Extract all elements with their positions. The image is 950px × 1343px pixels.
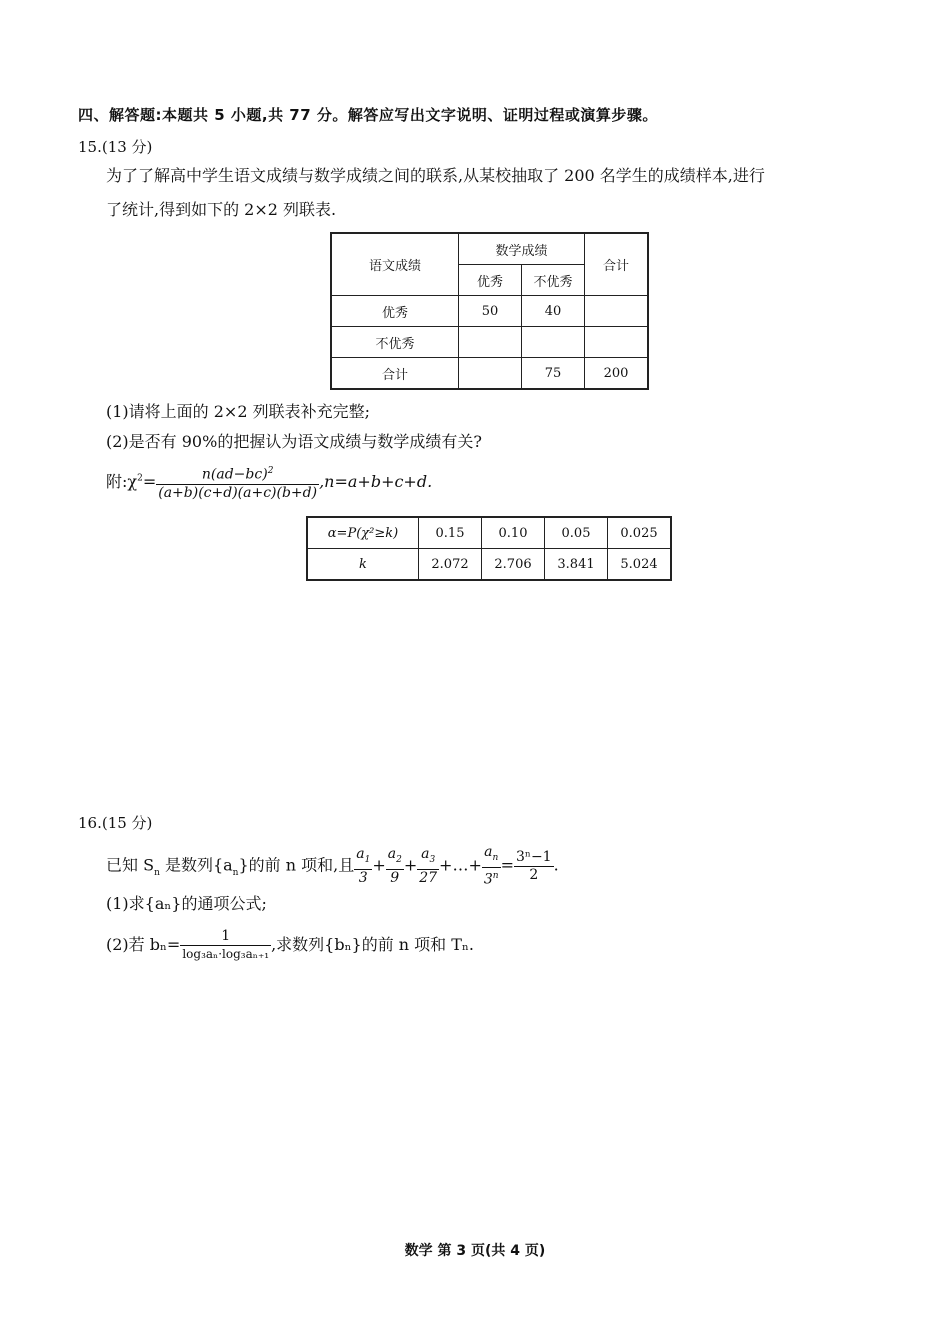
- given-mid2: }的前 n 项和,且: [238, 855, 355, 875]
- q15-intro-line1: 为了了解高中学生语文成绩与数学成绩之间的联系,从某校抽取了 200 名学生的成绩样本,进行: [106, 166, 765, 185]
- cell: 40: [522, 296, 585, 327]
- table-row: [331, 358, 648, 390]
- q15-part2: (2)是否有 90%的把握认为语文成绩与数学成绩有关?: [106, 432, 482, 451]
- cell: [522, 327, 585, 358]
- formula-numerator: n(ad−bc): [201, 466, 268, 483]
- alpha-value: 0.025: [608, 517, 672, 549]
- cell: [459, 358, 522, 390]
- q15-number: 15.(13 分): [78, 138, 153, 156]
- contingency-table: [330, 232, 649, 390]
- critical-value-table: [306, 516, 672, 581]
- section-heading: 四、解答题:本题共 5 小题,共 77 分。解答应写出文字说明、证明过程或演算步骤。: [78, 106, 658, 124]
- rhs-denominator: 2: [529, 866, 539, 883]
- q15-intro-line2: 了统计,得到如下的 2×2 列联表.: [106, 200, 337, 219]
- col-total-header: 合计: [585, 233, 649, 296]
- cell: 200: [585, 358, 649, 390]
- part2-prefix: (2)若 bₙ=: [106, 935, 181, 954]
- row-label: 不优秀: [331, 327, 459, 358]
- cell: [585, 327, 649, 358]
- page-footer: 数学 第 3 页(共 4 页): [404, 1243, 546, 1259]
- q16-part2: [106, 928, 474, 963]
- table-row: [307, 517, 671, 549]
- part2-denominator: log₃aₙ·log₃aₙ₊₁: [182, 947, 270, 961]
- alpha-value: 0.15: [419, 517, 482, 549]
- cell: [585, 296, 649, 327]
- alpha-label: α=P(χ²≥k): [307, 517, 419, 549]
- q15-part1: (1)请将上面的 2×2 列联表补充完整;: [106, 402, 370, 421]
- row-label: 优秀: [331, 296, 459, 327]
- q16-given: 已知 $S_n$ 是数列$\{a_n\}$的前 n 项和,且 $\frac{a_1}{3}$ + $\frac{a_2}{9}$ + $\frac{a_3}{27}$ +…+ $\frac{a_n}{3^n}$ = $\frac{\text{3ⁿ−1}}{2}$ .: [106, 844, 559, 888]
- given-mid: 是数列{a: [159, 855, 233, 875]
- rhs-numerator: 3ⁿ−1: [515, 848, 552, 865]
- formula-prefix: 附:χ: [106, 471, 138, 491]
- q16-number: 16.(15 分): [78, 814, 153, 832]
- col-excellent: 优秀: [459, 265, 522, 296]
- part2-suffix: ,求数列{bₙ}的前 n 项和 Tₙ.: [271, 935, 474, 954]
- k-value: 3.841: [545, 549, 608, 581]
- cell: 50: [459, 296, 522, 327]
- k-value: 2.706: [482, 549, 545, 581]
- alpha-value: 0.05: [545, 517, 608, 549]
- col-group-math: 数学成绩: [459, 233, 585, 265]
- q16-part1: (1)求{aₙ}的通项公式;: [106, 894, 267, 913]
- formula-denominator: (a+b)(c+d)(a+c)(b+d): [158, 484, 318, 501]
- formula-suffix: ,n=a+b+c+d.: [319, 471, 433, 491]
- part2-numerator: 1: [180, 928, 271, 946]
- k-label: k: [307, 549, 419, 581]
- row-header-chinese: 语文成绩: [331, 233, 459, 296]
- cell: 75: [522, 358, 585, 390]
- row-label: 合计: [331, 358, 459, 390]
- alpha-value: 0.10: [482, 517, 545, 549]
- given-prefix: 已知 S: [106, 855, 155, 875]
- k-value: 5.024: [608, 549, 672, 581]
- series-equals: =: [500, 855, 514, 875]
- cell: [459, 327, 522, 358]
- chi-square-formula: 附$:\chi^2=$ $\frac{n(ad-bc)^2}{(a+b)(c+d)(a+c)(b+d)}$ ,n=a+b+c+d.: [106, 463, 432, 502]
- table-row: [331, 296, 648, 327]
- table-row: [307, 549, 671, 581]
- k-value: 2.072: [419, 549, 482, 581]
- table-row: [331, 327, 648, 358]
- col-not-excellent: 不优秀: [522, 265, 585, 296]
